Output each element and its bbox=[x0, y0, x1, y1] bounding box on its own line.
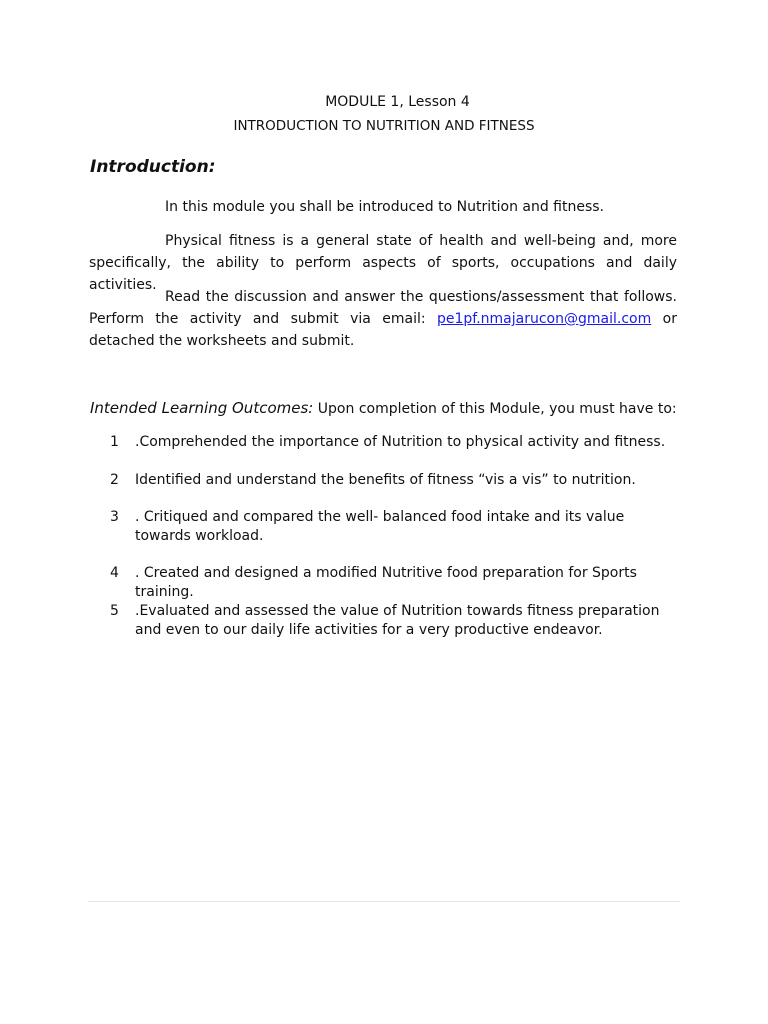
paragraph-3-lead-text: Read the discussion and answer the questions/assessment that follows. Perform the activity and submit via email: bbox=[89, 289, 677, 327]
outcome-text: .Comprehended the importance of Nutrition to physical activity and fitness. bbox=[135, 434, 666, 450]
outcome-item-3 bbox=[110, 508, 665, 546]
paragraph-3-tail-text: or detached the worksheets and submit. bbox=[89, 311, 677, 349]
intro-paragraph-2: Physical fitness is a general state of health and well-being and, more specifically, the ability to perform aspects of sports, occupations and daily activities. bbox=[89, 233, 677, 293]
document-title: INTRODUCTION TO NUTRITION AND FITNESS bbox=[233, 118, 535, 134]
outcome-text: .Evaluated and assessed the value of Nutrition towards fitness preparation and even to our daily life activities for a very productive endeavor. bbox=[135, 603, 660, 638]
outcome-number: 4 bbox=[110, 565, 119, 581]
outcome-item-2 bbox=[110, 471, 680, 490]
outcome-number: 5 bbox=[110, 603, 119, 619]
module-lesson-line: MODULE 1, Lesson 4 bbox=[325, 94, 470, 110]
footer-divider bbox=[88, 901, 680, 902]
outcome-number: 1 bbox=[110, 434, 119, 450]
intro-paragraph-3 bbox=[89, 286, 677, 352]
email-link[interactable]: pe1pf.nmajarucon@gmail.com bbox=[437, 311, 652, 327]
outcome-text: . Critiqued and compared the well- balanced food intake and its value towards workload. bbox=[135, 509, 625, 544]
outcome-item-1 bbox=[110, 433, 680, 452]
intro-paragraph-1: In this module you shall be introduced to Nutrition and fitness. bbox=[165, 199, 605, 215]
outcome-text: . Created and designed a modified Nutritive food preparation for Sports training. bbox=[135, 565, 637, 600]
outcome-item-4 bbox=[110, 564, 680, 602]
outcome-item-5 bbox=[110, 602, 665, 640]
introduction-heading: Introduction: bbox=[90, 157, 216, 177]
learning-outcomes-intro bbox=[90, 397, 677, 420]
outcome-number: 2 bbox=[110, 472, 119, 488]
outcome-text: Identified and understand the benefits of fitness “vis a vis” to nutrition. bbox=[135, 472, 636, 488]
learning-outcomes-lead: Upon completion of this Module, you must have to: bbox=[313, 401, 677, 417]
outcome-number: 3 bbox=[110, 509, 119, 525]
learning-outcomes-label: Intended Learning Outcomes: bbox=[90, 399, 314, 417]
